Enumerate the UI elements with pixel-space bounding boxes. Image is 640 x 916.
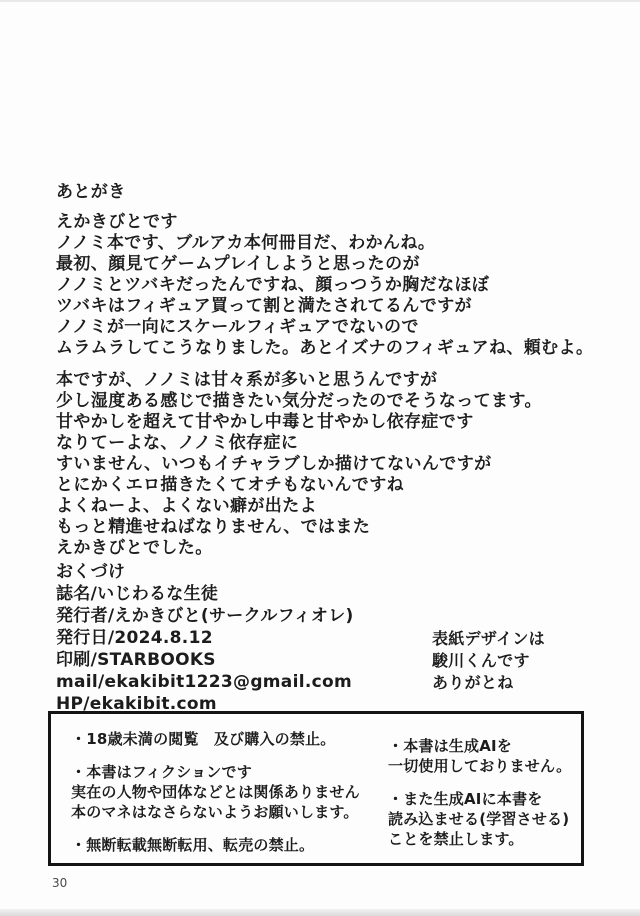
notice-line: ことを禁止します。 [388,830,524,848]
disclaimer-right-column [388,736,571,849]
colophon-date: 発行日/2024.8.12 [56,628,213,648]
notice-line: ・18歳未満の閲覧 及び購入の禁止。 [71,730,336,748]
fiction-notice [71,762,360,822]
notice-line: 本のマネはなさらないようお願いします。 [71,803,359,821]
age-restriction-notice [71,729,360,749]
notice-line: ・本書はフィクションです [71,763,252,781]
afterword-line: すいません、いつもイチャラブしか描けてないんですが [56,454,492,474]
afterword-line: もっと精進せねばなりません、ではまた [56,517,371,537]
afterword-line: 甘やかしを超えて甘やかし中毒と甘やかし依存症です [56,412,474,432]
cover-design-note [432,628,545,694]
cover-note-line: ありがとね [432,673,514,692]
afterword-heading: あとがき [56,182,126,202]
afterword-line: よくねーよ、よくない癖が出たよ [56,496,317,516]
afterword-line: ムラムラしてこうなりました。あとイズナのフィギュアね、頼むよ。 [56,338,594,358]
no-generative-ai-notice [388,736,571,776]
afterword-line: ノノミ本です、ブルアカ本何冊目だ、わかんね。 [56,233,436,253]
scan-edge-bottom [0,909,640,916]
afterword-paragraph-1 [56,212,593,359]
colophon-title: 誌名/いじわるな生徒 [56,584,219,604]
colophon-mail: mail/ekakibit1223@gmail.com [56,672,352,692]
afterword-line: えかきびとです [56,212,178,232]
notice-line: ・また生成AIに本書を [388,790,543,808]
afterword-line: 最初、顔見てゲームプレイしようと思ったのが [56,254,420,274]
afterword-line: ツバキはフィギュア買って割と満たされてるんですが [56,296,472,316]
afterword-line: 少し湿度ある感じで描きたい気分だったのでそうなってます。 [56,391,542,411]
afterword-line: なりてーよな、ノノミ依存症に [56,433,299,453]
afterword-line: とにかくエロ描きたくてオチもないんですね [56,475,404,495]
colophon-homepage: HP/ekakibit.com [56,694,217,714]
reprint-notice [71,835,360,855]
disclaimer-box [48,711,584,866]
notice-line: ・本書は生成AIを [388,737,512,755]
colophon-heading: おくづけ [56,562,126,582]
notice-line: 実在の人物や団体などとは関係ありません [71,783,360,801]
no-ai-training-notice [388,789,571,849]
afterword-paragraph-2 [56,370,593,559]
cover-note-line: 駿川くんです [432,651,530,670]
afterword-line: えかきびとでした。 [56,538,213,558]
afterword-line: ノノミとツバキだったんですね、顔っつうか胸だなほぼ [56,275,490,295]
disclaimer-left-column [71,729,360,855]
page-number: 30 [52,876,68,890]
afterword-line: 本ですが、ノノミは甘々系が多いと思うんですが [56,370,438,390]
notice-line: ・無断転載無断転用、転売の禁止。 [71,836,315,854]
notice-line: 一切使用しておりません。 [388,757,572,775]
colophon-publisher: 発行者/えかきびと(サークルフィオレ) [56,606,354,626]
afterword-section [56,182,593,559]
colophon-section [56,561,354,715]
scan-edge-top [0,0,640,2]
notice-line: 読み込ませる(学習させる) [388,810,570,828]
afterword-line: ノノミが一向にスケールフィギュアでないので [56,317,419,337]
colophon-printer: 印刷/STARBOOKS [56,650,216,670]
cover-note-line: 表紙デザインは [432,629,545,648]
